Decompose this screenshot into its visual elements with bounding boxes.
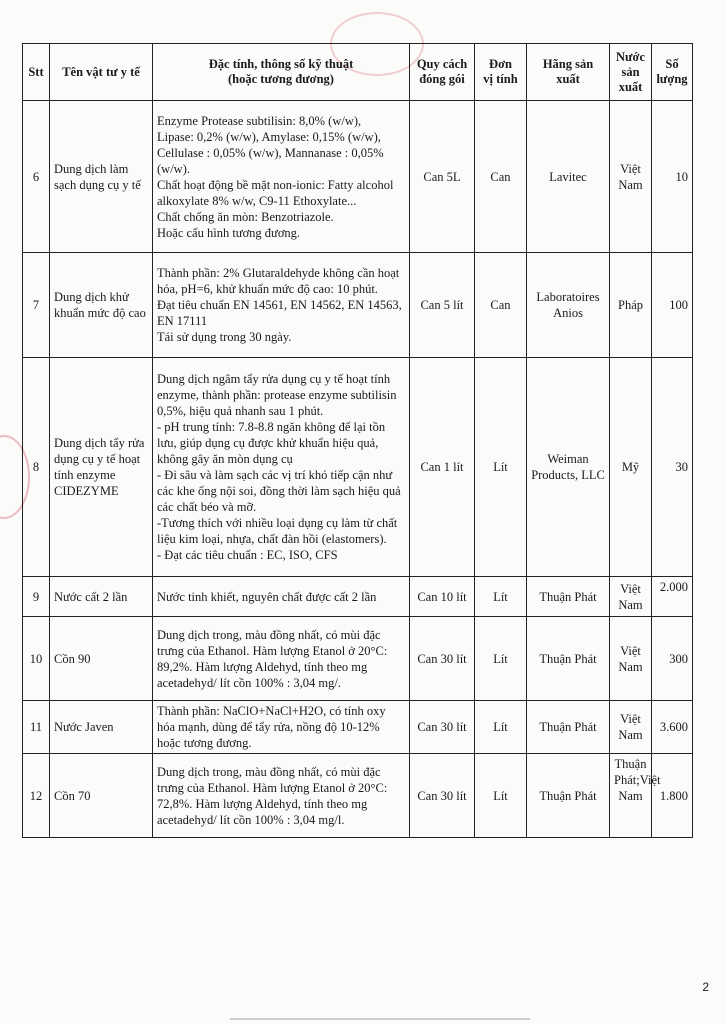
- spec-line: Nước tinh khiết, nguyên chất được cất 2 lần: [157, 589, 377, 604]
- row-name: Nước cất 2 lần: [50, 577, 153, 617]
- row-manufacturer: Lavitec: [527, 101, 610, 253]
- row-stt: 11: [23, 701, 50, 754]
- table-row: [23, 101, 693, 253]
- row-unit: Lít: [475, 358, 527, 577]
- row-pack: Can 10 lít: [410, 577, 475, 617]
- table-row: [23, 577, 693, 617]
- row-stt: 8: [23, 358, 50, 577]
- spec-line: Lipase: 0,2% (w/w), Amylase: 0,15% (w/w),: [157, 129, 381, 144]
- row-origin: Việt Nam: [610, 701, 652, 754]
- row-spec: [153, 253, 410, 358]
- row-pack: Can 30 lít: [410, 617, 475, 701]
- spec-line: Enzyme Protease subtilisin: 8,0% (w/w),: [157, 113, 362, 128]
- row-quantity: 10: [652, 101, 693, 253]
- row-stt: 9: [23, 577, 50, 617]
- header-stt: Stt: [23, 44, 50, 101]
- row-name: Cồn 90: [50, 617, 153, 701]
- table-row: [23, 358, 693, 577]
- row-name: Dung dịch làm sạch dụng cụ y tế: [50, 101, 153, 253]
- spec-line: - Đi sâu và làm sạch các vị trí khó tiếp cận như các khe ống nội soi, đồng thời làm sạch hiệu quả các chất béo và mỡ.: [157, 468, 401, 514]
- spec-line: Đạt tiêu chuẩn EN 14561, EN 14562, EN 14563, EN 17111: [157, 298, 402, 328]
- spec-line: Dung dịch ngâm tẩy rửa dụng cụ y tế hoạt tính enzyme, thành phần: protease enzyme subtilisin 0,5%, hiệu quả nhanh sau 1 phút.: [157, 372, 397, 418]
- table-row: [23, 617, 693, 701]
- row-quantity: 100: [652, 253, 693, 358]
- page-number: 2: [702, 980, 709, 994]
- spec-line: Dung dịch trong, màu đồng nhất, có mùi đặc trưng của Ethanol. Hàm lượng Etanol ở 20°C: 72,8%. Hàm lượng Aldehyd, tính theo mg acetadehyd/ lít cồn 100% : 3,04 mg/l.: [157, 764, 388, 827]
- row-unit: Can: [475, 253, 527, 358]
- header-spec: Đặc tính, thông số kỹ thuật (hoặc tương đương): [153, 44, 410, 101]
- spec-line: - pH trung tính: 7.8-8.8 ngăn không để lại tồn lưu, giúp dụng cụ được khử khuẩn hiệu quả, không gây ăn mòn dụng cụ: [157, 420, 386, 466]
- row-spec: [153, 701, 410, 754]
- row-pack: Can 5L: [410, 101, 475, 253]
- header-name: Tên vật tư y tế: [50, 44, 153, 101]
- header-quantity: Số lượng: [652, 44, 693, 101]
- row-quantity: 1.800: [652, 754, 693, 838]
- header-manufacturer: Hãng sản xuất: [527, 44, 610, 101]
- row-spec: [153, 617, 410, 701]
- spec-line: - Đạt các tiêu chuẩn : EC, ISO, CFS: [157, 548, 338, 562]
- row-pack: Can 1 lít: [410, 358, 475, 577]
- row-pack: Can 5 lít: [410, 253, 475, 358]
- row-quantity: 2.000: [652, 577, 693, 617]
- row-unit: Lít: [475, 577, 527, 617]
- row-spec: [153, 101, 410, 253]
- table-row: [23, 253, 693, 358]
- row-unit: Lít: [475, 701, 527, 754]
- row-name: Cồn 70: [50, 754, 153, 838]
- row-quantity: 3.600: [652, 701, 693, 754]
- spec-line: Thành phần: NaClO+NaCl+H2O, có tính oxy hóa mạnh, dùng để tẩy rửa, nồng độ 10-12% hoặc tương đương.: [157, 704, 386, 750]
- row-stt: 12: [23, 754, 50, 838]
- row-origin: Mỹ: [610, 358, 652, 577]
- row-pack: Can 30 lít: [410, 754, 475, 838]
- spec-line: Cellulase : 0,05% (w/w), Mannanase : 0,05% (w/w).: [157, 145, 384, 176]
- row-quantity: 300: [652, 617, 693, 701]
- table-row: [23, 754, 693, 838]
- row-spec: [153, 358, 410, 577]
- row-manufacturer: Weiman Products, LLC: [527, 358, 610, 577]
- row-manufacturer: Laboratoires Anios: [527, 253, 610, 358]
- spec-line: Hoặc cấu hình tương đương.: [157, 225, 301, 240]
- header-pack: Quy cách đóng gói: [410, 44, 475, 101]
- table-row: [23, 701, 693, 754]
- row-stt: 10: [23, 617, 50, 701]
- row-manufacturer: Thuận Phát: [527, 577, 610, 617]
- row-name: Nước Javen: [50, 701, 153, 754]
- spec-line: Chất chống ăn mòn: Benzotriazole.: [157, 209, 334, 224]
- row-spec: [153, 577, 410, 617]
- spec-line: Chất hoạt động bề mặt non-ionic: Fatty alcohol alkoxylate 8% w/w, C9-11 Ethoxylate...: [157, 177, 394, 208]
- row-unit: Can: [475, 101, 527, 253]
- spec-line: Tái sử dụng trong 30 ngày.: [157, 330, 292, 344]
- row-manufacturer: Thuận Phát: [527, 617, 610, 701]
- row-manufacturer: Thuận Phát: [527, 754, 610, 838]
- header-origin: Nước sản xuất: [610, 44, 652, 101]
- row-name: Dung dịch khử khuẩn mức độ cao: [50, 253, 153, 358]
- row-quantity: 30: [652, 358, 693, 577]
- row-spec: [153, 754, 410, 838]
- row-stt: 7: [23, 253, 50, 358]
- supplies-table: [22, 43, 693, 838]
- row-origin: Việt Nam: [610, 101, 652, 253]
- row-stt: 6: [23, 101, 50, 253]
- spec-line: -Tương thích với nhiều loại dụng cụ làm từ chất liệu kim loại, nhựa, chất đàn hồi (elastomers).: [157, 516, 398, 546]
- table-header-row: [23, 44, 693, 101]
- row-pack: Can 30 lít: [410, 701, 475, 754]
- row-origin: Thuận Phát;Việt Nam: [610, 754, 652, 838]
- spec-line: Dung dịch trong, màu đồng nhất, có mùi đặc trưng của Ethanol. Hàm lượng Etanol ở 20°C: 89,2%. Hàm lượng Aldehyd, tính theo mg acetadehyd/ lít cồn 100% : 3,04 mg/.: [157, 627, 388, 690]
- row-name: Dung dịch tẩy rửa dụng cụ y tế hoạt tính enzyme CIDEZYME: [50, 358, 153, 577]
- row-origin: Pháp: [610, 253, 652, 358]
- row-origin: Việt Nam: [610, 577, 652, 617]
- row-unit: Lít: [475, 754, 527, 838]
- footer-scan-line: [230, 1018, 530, 1020]
- row-manufacturer: Thuận Phát: [527, 701, 610, 754]
- header-unit: Đơn vị tính: [475, 44, 527, 101]
- spec-line: Thành phần: 2% Glutaraldehyde không cần hoạt hóa, pH=6, khử khuẩn mức độ cao: 10 phút.: [157, 266, 400, 296]
- row-origin: Việt Nam: [610, 617, 652, 701]
- row-unit: Lít: [475, 617, 527, 701]
